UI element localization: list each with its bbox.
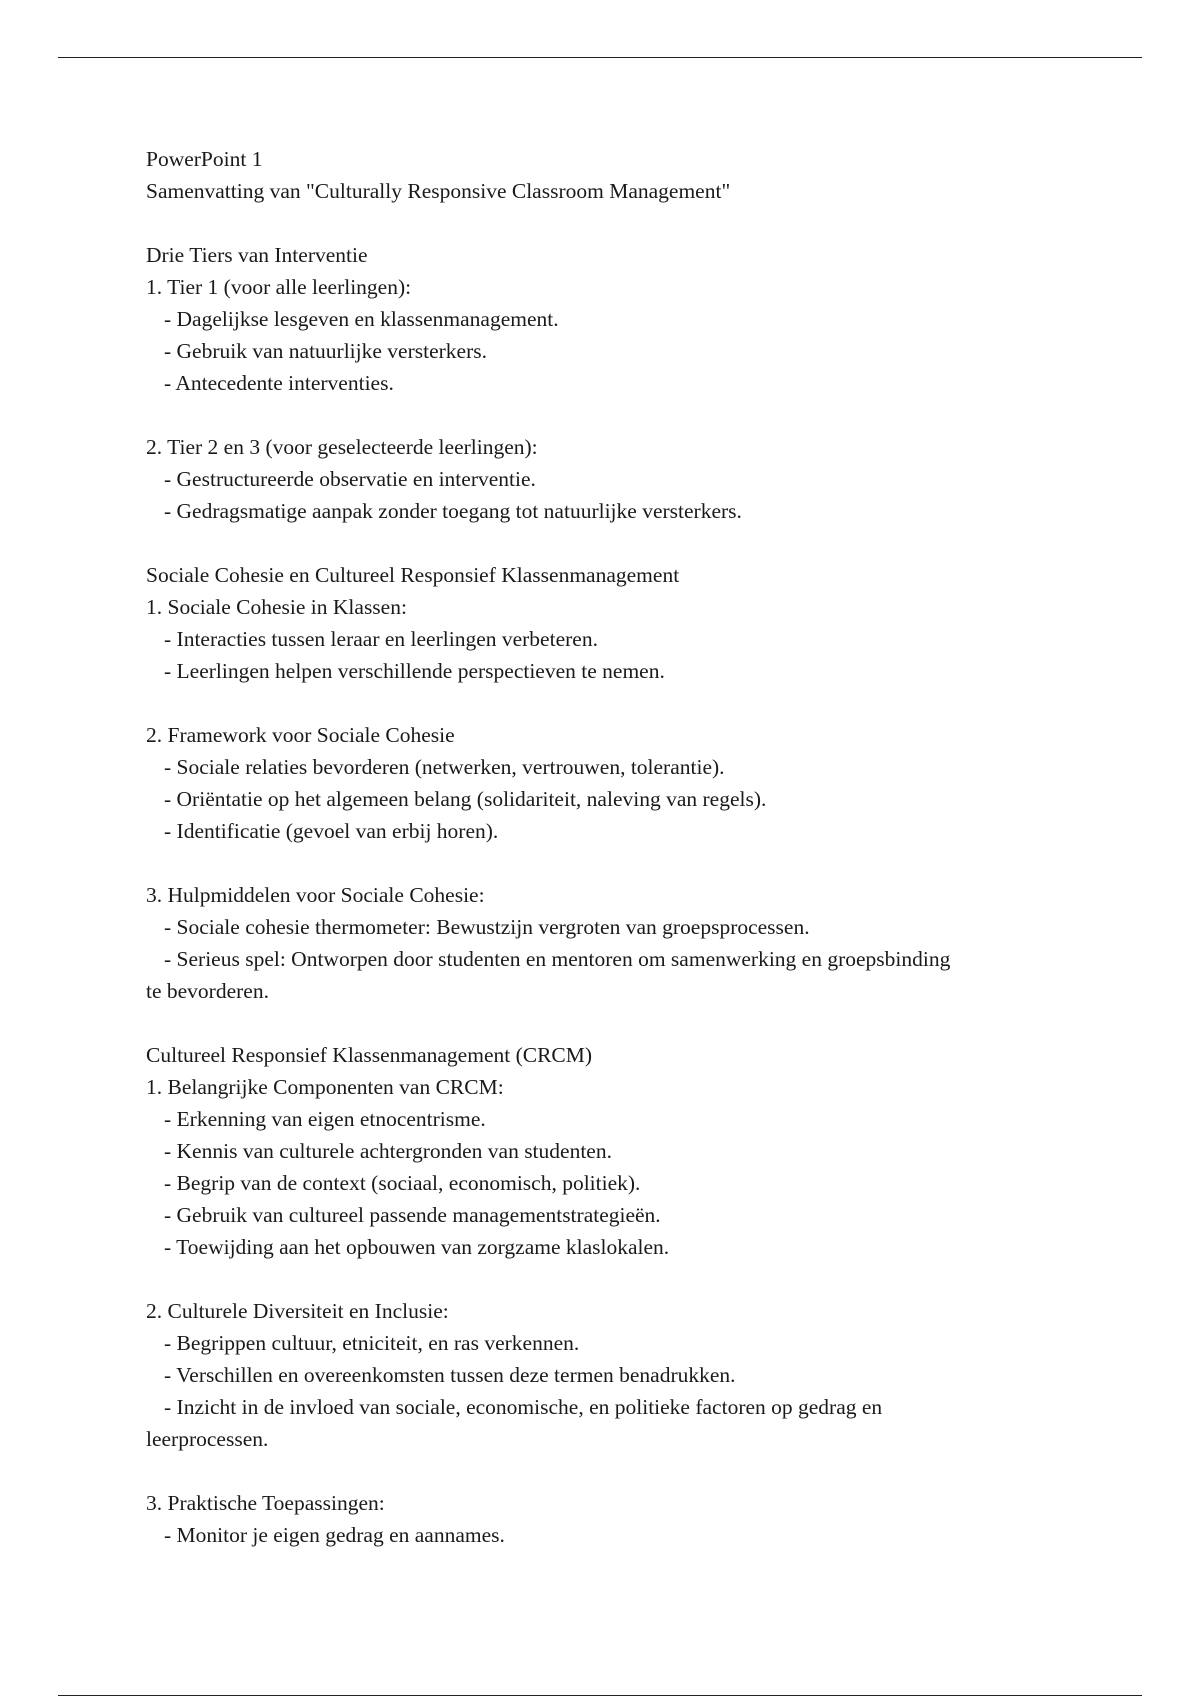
spacer (146, 687, 1066, 719)
spacer (146, 1007, 1066, 1039)
section-title: Sociale Cohesie en Cultureel Responsief Klassenmanagement (146, 563, 680, 587)
bottom-divider (58, 1695, 1142, 1696)
list-item: - Sociale cohesie thermometer: Bewustzijn vergroten van groepsprocessen. (164, 915, 810, 939)
document-subtitle: Samenvatting van "Culturally Responsive Classroom Management" (146, 179, 731, 203)
group-label: 2. Framework voor Sociale Cohesie (146, 723, 455, 747)
list-item: - Kennis van culturele achtergronden van studenten. (164, 1139, 612, 1163)
spacer (146, 847, 1066, 879)
spacer (146, 1455, 1066, 1487)
section-title: Drie Tiers van Interventie (146, 243, 368, 267)
list-item: - Leerlingen helpen verschillende perspectieven te nemen. (164, 659, 665, 683)
group-label: 1. Belangrijke Componenten van CRCM: (146, 1075, 504, 1099)
list-item: - Serieus spel: Ontworpen door studenten en mentoren om samenwerking en groepsbinding (164, 947, 951, 971)
list-item: - Gestructureerde observatie en interventie. (164, 467, 536, 491)
group-label: 3. Praktische Toepassingen: (146, 1491, 385, 1515)
document-body (146, 143, 1066, 1551)
list-item: - Monitor je eigen gedrag en aannames. (164, 1523, 505, 1547)
group-label: 1. Tier 1 (voor alle leerlingen): (146, 275, 412, 299)
spacer (146, 399, 1066, 431)
list-item: - Interacties tussen leraar en leerlingen verbeteren. (164, 627, 598, 651)
list-item-continuation: leerprocessen. (146, 1427, 269, 1451)
list-item: - Dagelijkse lesgeven en klassenmanagement. (164, 307, 559, 331)
list-item: - Identificatie (gevoel van erbij horen). (164, 819, 499, 843)
list-item: - Begrip van de context (sociaal, economisch, politiek). (164, 1171, 641, 1195)
list-item: - Gebruik van natuurlijke versterkers. (164, 339, 487, 363)
list-item: - Toewijding aan het opbouwen van zorgzame klaslokalen. (164, 1235, 670, 1259)
section-title: Cultureel Responsief Klassenmanagement (CRCM) (146, 1043, 593, 1067)
list-item-continuation: te bevorderen. (146, 979, 269, 1003)
top-divider (58, 57, 1142, 58)
list-item: - Inzicht in de invloed van sociale, economische, en politieke factoren op gedrag en (164, 1395, 883, 1419)
spacer (146, 527, 1066, 559)
spacer (146, 207, 1066, 239)
group-label: 2. Tier 2 en 3 (voor geselecteerde leerlingen): (146, 435, 538, 459)
list-item: - Sociale relaties bevorderen (netwerken, vertrouwen, tolerantie). (164, 755, 725, 779)
group-label: 3. Hulpmiddelen voor Sociale Cohesie: (146, 883, 485, 907)
group-label: 2. Culturele Diversiteit en Inclusie: (146, 1299, 449, 1323)
list-item: - Oriëntatie op het algemeen belang (solidariteit, naleving van regels). (164, 787, 767, 811)
list-item: - Begrippen cultuur, etniciteit, en ras verkennen. (164, 1331, 580, 1355)
list-item: - Antecedente interventies. (164, 371, 394, 395)
list-item: - Erkenning van eigen etnocentrisme. (164, 1107, 486, 1131)
list-item: - Gedragsmatige aanpak zonder toegang tot natuurlijke versterkers. (164, 499, 742, 523)
spacer (146, 1263, 1066, 1295)
document-heading: PowerPoint 1 (146, 147, 263, 171)
group-label: 1. Sociale Cohesie in Klassen: (146, 595, 407, 619)
list-item: - Verschillen en overeenkomsten tussen deze termen benadrukken. (164, 1363, 736, 1387)
list-item: - Gebruik van cultureel passende managementstrategieën. (164, 1203, 661, 1227)
